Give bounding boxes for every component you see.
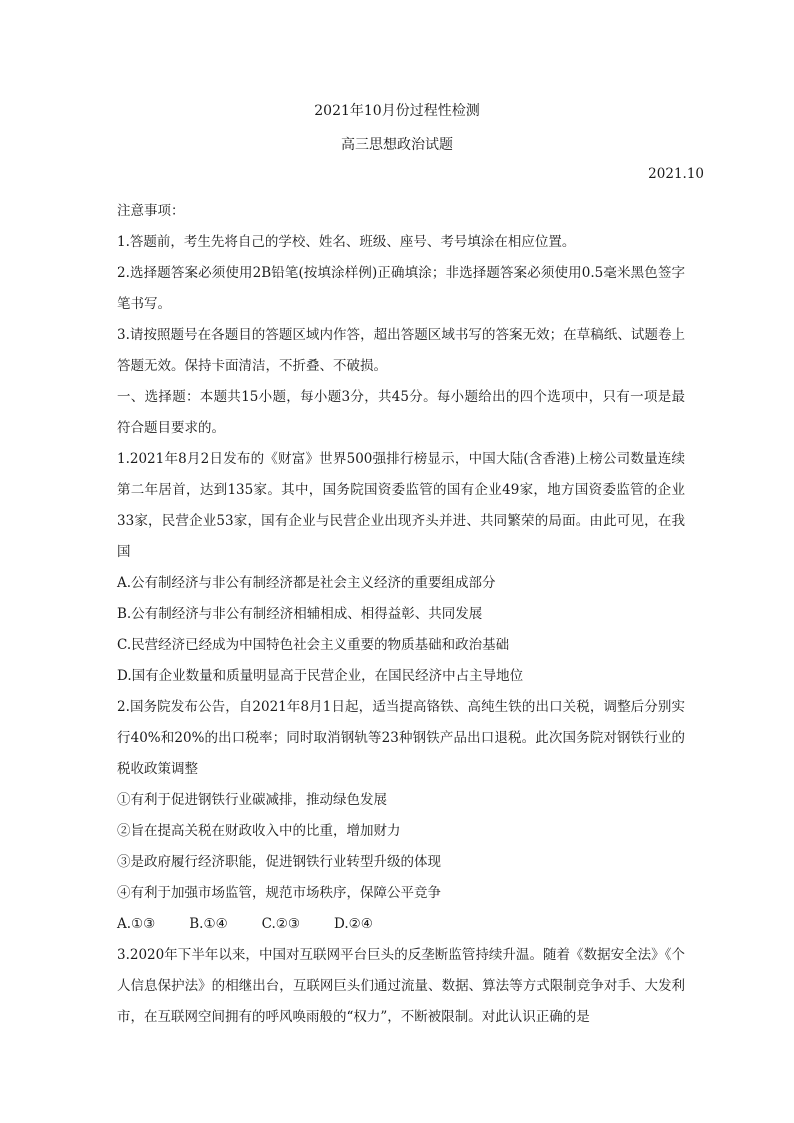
question-2-statement-3: ③是政府履行经济职能，促进钢铁行业转型升级的体现	[117, 854, 441, 870]
question-2-statement-1: ①有利于促进钢铁行业碳减排，推动绿色发展	[117, 792, 387, 808]
section-heading: 一、选择题：本题共15小题，每小题3分，共45分。每小题给出的四个选项中，只有一项是最符合题目要求的。	[117, 389, 685, 436]
question-2-choice-d: D.②④	[334, 916, 373, 932]
question-2-statement-4: ④有利于加强市场监管，规范市场秩序，保障公平竞争	[117, 885, 441, 901]
subject-title: 高三思想政治试题	[341, 137, 453, 153]
question-2-choices	[117, 909, 685, 940]
notice-item: 1.答题前，考生先将自己的学校、姓名、班级、座号、考号填涂在相应位置。	[117, 234, 576, 250]
notice-item: 3.请按照题号在各题目的答题区域内作答，超出答题区域书写的答案无效；在草稿纸、试题卷上答题无效。保持卡面清洁，不折叠、不破损。	[117, 327, 685, 374]
question-3-stem: 3.2020年下半年以来，中国对互联网平台巨头的反垄断监管持续升温。随着《数据安全法》《个人信息保护法》的相继出台，互联网巨头们通过流量、数据、算法等方式限制竞争对手、大发利市，在互联网空间拥有的呼风唤雨般的“权力”，不断被限制。对此认识正确的是	[117, 947, 685, 1025]
question-2-statement-2: ②旨在提高关税在财政收入中的比重，增加财力	[117, 823, 401, 839]
exam-body	[117, 196, 685, 1033]
question-2-choice-b: B.①④	[189, 916, 228, 932]
question-2-stem: 2.国务院发布公告，自2021年8月1日起，适当提高铬铁、高纯生铁的出口关税，调整后分别实行40%和20%的出口税率；同时取消钢轨等23种钢铁产品出口退税。此次国务院对钢铁行业的税收政策调整	[117, 699, 685, 777]
notice-item: 2.选择题答案必须使用2B铅笔(按填涂样例)正确填涂；非选择题答案必须使用0.5毫米黑色签字笔书写。	[117, 265, 685, 312]
question-1-stem: 1.2021年8月2日发布的《财富》世界500强排行榜显示，中国大陆(含香港)上榜公司数量连续第二年居首，达到135家。其中，国务院国资委监管的国有企业49家，地方国资委监管的企业33家，民营企业53家，国有企业与民营企业出现齐头并进、共同繁荣的局面。由此可见，在我国	[117, 451, 685, 560]
question-1-option-c: C.民营经济已经成为中国特色社会主义重要的物质基础和政治基础	[117, 637, 510, 653]
exam-date: 2021.10	[648, 166, 704, 182]
question-1-option-b: B.公有制经济与非公有制经济相辅相成、相得益彰、共同发展	[117, 606, 483, 622]
notice-heading: 注意事项：	[117, 203, 185, 219]
question-1-option-a: A.公有制经济与非公有制经济都是社会主义经济的重要组成部分	[117, 575, 496, 591]
exam-title: 2021年10月份过程性检测	[314, 103, 480, 119]
question-2-choice-c: C.②③	[261, 916, 301, 932]
question-1-option-d: D.国有企业数量和质量明显高于民营企业，在国民经济中占主导地位	[117, 668, 524, 684]
question-2-choice-a: A.①③	[117, 916, 156, 932]
